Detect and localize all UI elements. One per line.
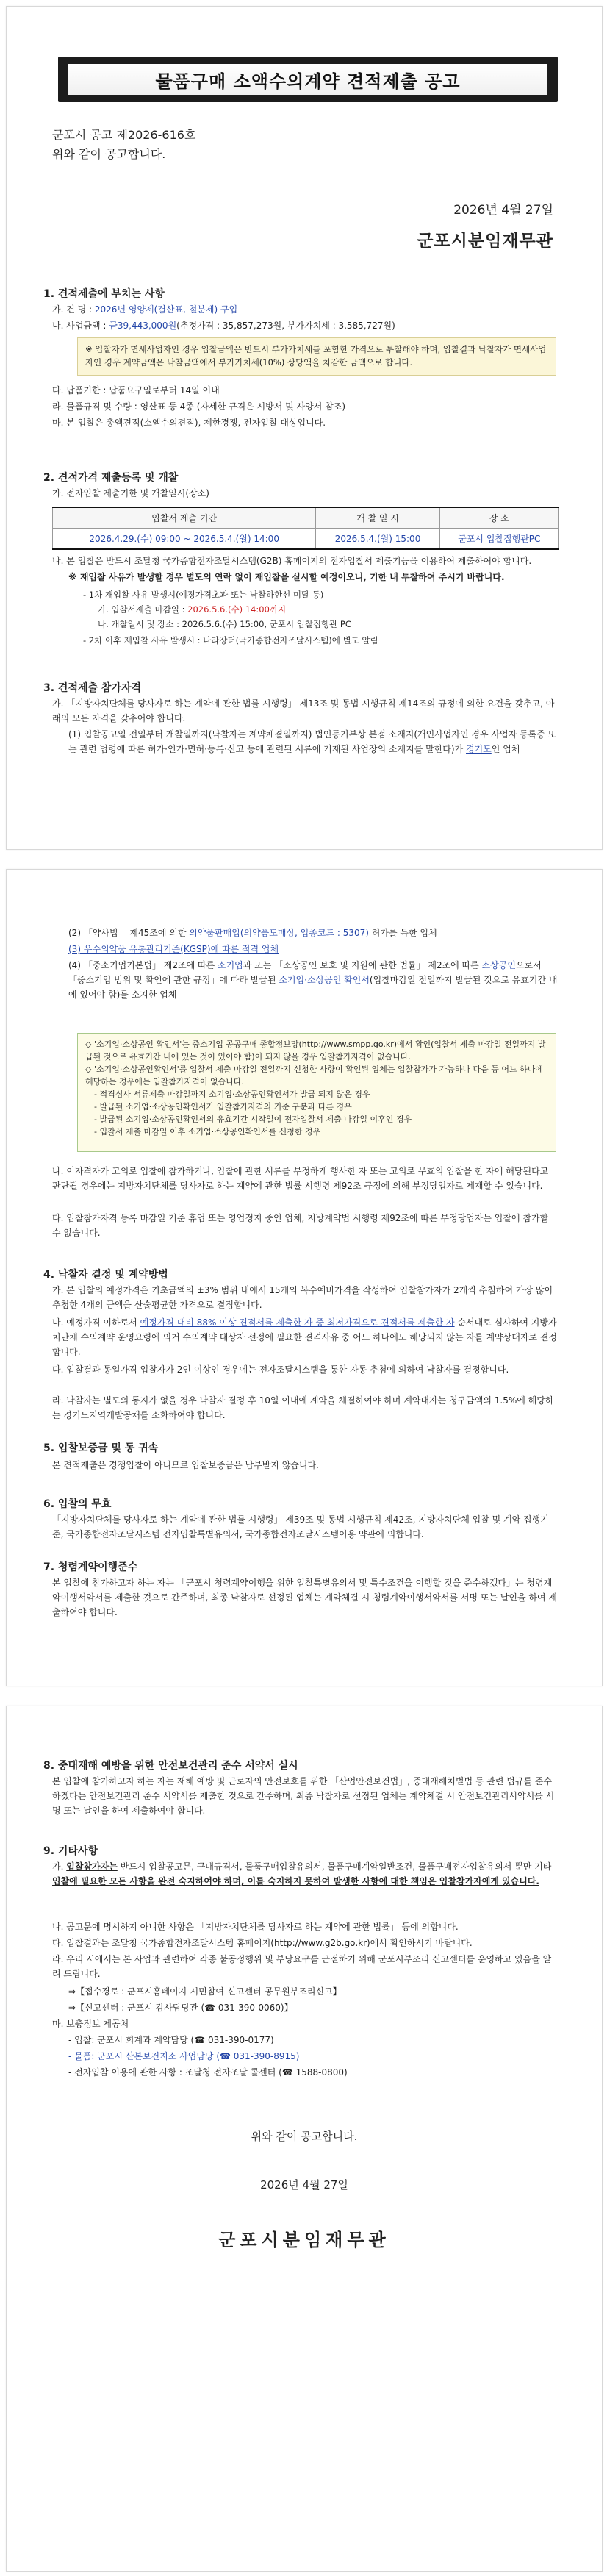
notice-intro: 위와 같이 공고합니다. [52, 147, 166, 161]
green-line-3: - 적격심사 서류제출 마감일까지 소기업·소상공인확인서가 발급 되지 않은 경우 [94, 1090, 370, 1099]
s4-item-da: 다. 입찰결과 동일가격 입찰자가 2인 이상인 경우에는 전자조달시스템을 통한 자동 추첨에 의하여 낙찰자를 결정합니다. [52, 1364, 509, 1375]
t2: 예정가격 대비 88% 이상 견적서를 제출한 자 중 최저가격으로 견적서를 제출한 자 [140, 1317, 455, 1328]
s9-item-da: 다. 입찰결과는 조달청 국가종합전자조달시스템 홈페이지(http://www.g2b.go.kr)에서 확인하시기 바랍니다. [52, 1938, 473, 1948]
s3-item-3[interactable]: (3) 우수의약품 유통관리기준(KGSP)에 따른 적격 업체 [68, 944, 279, 954]
cell-submit-period: 2026.4.29.(수) 09:00 ~ 2026.5.4.(월) 14:00 [53, 529, 316, 550]
s7-text: 본 입찰에 참가하고자 하는 자는 「군포시 청렴계약이행을 위한 입찰특별유의서 및 특수조건을 이행할 것을 준수하겠다」는 청렴계약이행서약서를 제출한 것으로 간주하며, 최종 낙찰자로 선정된 업체는 계약체결 시 청렴계약이행서약서를 서명 또는 날인을 하여 제출하여야 합니다. [52, 1578, 558, 1617]
cell-place: 군포시 입찰집행관PC [439, 529, 558, 550]
col-opening: 개 찰 일 시 [316, 507, 439, 529]
section-7-title: 7. 청렴계약이행준수 [43, 1561, 138, 1573]
s3-item-4 [68, 958, 559, 1002]
s1-spec: 라. 물품규격 및 수량 : 영산표 등 4종 (자세한 규격은 시방서 및 사양서 참조) [52, 401, 346, 412]
t1: (4) 「중소기업기본법」 제2조에 따른 [68, 960, 218, 970]
label: 가. 입찰서제출 마감일 : [98, 604, 188, 615]
text: (1) 입찰공고일 전일부터 개찰일까지(낙찰자는 계약체결일까지) 법인등기부상 본점 소재지(개인사업자인 경우 사업자 등록증 또는 관련 법령에 따른 허가·인가·면허·등록·신고 등에 관련된 서류에 기재된 사업장의 소재지를 말한다)가 [68, 729, 557, 754]
t6: 소기업·소상공인 확인서 [279, 975, 370, 985]
closing-statement: 위와 같이 공고합니다. [251, 2130, 358, 2143]
s2-item-ga: 가. 전자입찰 제출기한 및 개찰일시(장소) [52, 488, 209, 498]
region-link[interactable]: 경기도 [466, 744, 492, 754]
s6-text: 「지방자치단체를 당사자로 하는 계약에 관한 법률 시행령」 제39조 및 동법 시행규칙 제42조, 지방자치단체 입찰 및 계약 집행기준, 국가종합전자조달시스템 전자입찰특별유의서, 국가종합전자조달시스템이용 약관에 의합니다. [52, 1514, 549, 1539]
license-link[interactable]: 의약품판매업(의약품도매상, 업종코드 : 5307) [189, 928, 369, 938]
table-header-row [53, 507, 559, 529]
amount-detail: (추정가격 : 35,857,273원, 부가가치세 : 3,585,727원) [176, 321, 395, 331]
s5-text: 본 견적제출은 경쟁입찰이 아니므로 입찰보증금은 납부받지 않습니다. [52, 1460, 319, 1470]
label: 가. 건 명 : [52, 304, 95, 315]
issuing-org: 군포시분임재무관 [417, 232, 553, 251]
t4: 입찰에 필요한 모든 사항을 완전 숙지하여야 하며, 이를 숙지하지 못하여 발생한 사항에 대한 책임은 입찰참가자에게 있습니다. [52, 1876, 539, 1886]
rebid-sub1: - 1차 재입찰 사유 발생시(예정가격초과 또는 낙찰하한선 미달 등) [83, 590, 324, 600]
title-banner [58, 57, 558, 102]
green-line-4: - 발급된 소기업·소상공인확인서가 입찰참가자격의 기준 구분과 다른 경우 [94, 1102, 352, 1112]
section-6-title: 6. 입찰의 무효 [43, 1498, 112, 1510]
closing-date: 2026년 4월 27일 [260, 2178, 348, 2192]
page-1 [6, 6, 603, 850]
s3-item-2 [68, 926, 559, 940]
s9-item-ma: 마. 보충정보 제공처 [52, 2019, 129, 2029]
text-end: 허가를 득한 업체 [368, 928, 437, 938]
green-line-6: - 입찰서 제출 마감일 이후 소기업·소상공인확인서를 신청한 경우 [94, 1127, 321, 1137]
s4-item-na [52, 1315, 559, 1359]
section-8-title: 8. 중대재해 예방을 위한 안전보건관리 준수 서약서 실시 [43, 1760, 298, 1772]
col-place: 장 소 [439, 507, 558, 529]
section-3-title: 3. 견적제출 참가자격 [43, 682, 141, 694]
rebid-deadline [98, 602, 559, 617]
s9-item-na: 나. 공고문에 명시하지 아니한 사항은 「지방자치단체를 당사자로 하는 계약에 관한 법률」 등에 의합니다. [52, 1922, 459, 1932]
text-end: 인 업체 [491, 744, 520, 754]
rebid-opening: 나. 개찰일시 및 장소 : 2026.5.6.(수) 15:00, 군포시 입찰집행관 PC [98, 619, 351, 629]
rebid-note: ※ 재입찰 사유가 발생할 경우 별도의 연락 없이 재입찰을 실시할 예정이오니, 기한 내 투찰하여 주시기 바랍니다. [68, 572, 505, 582]
s2-item-na: 나. 본 입찰은 반드시 조달청 국가종합전자조달시스템(G2B) 홈페이지의 전자입찰서 제출기능을 이용하여 제출하여야 합니다. [52, 556, 532, 566]
col-submit-period: 입찰서 제출 기간 [53, 507, 316, 529]
t1: 나. 예정가격 이하로서 [52, 1317, 140, 1328]
report-route: ⇒【접수경로 : 군포시홈페이지-시민참여-신고센터-공무원부조리신고】 [68, 1986, 342, 1997]
s1-bid-type: 마. 본 입찰은 총액견적(소액수의견적), 제한경쟁, 전자입찰 대상입니다. [52, 418, 326, 428]
page-2 [6, 869, 603, 1686]
green-line-1: ◇ '소기업·소상공인 확인서'는 중소기업 공공구매 종합정보망(http://www.smpp.go.kr)에서 확인(입찰서 제출 마감일 전일까지 발급된 것으로 유효기간 내에 있는 것이 있어야 함)이 되지 않을 경우 입찰참가자격이 없습니다. [85, 1040, 546, 1062]
contact-goods: - 물품: 군포시 산본보건지소 사업담당 (☎ 031-390-8915) [68, 2051, 300, 2061]
project-name: 2026년 영양제(결산표, 철분제) 구입 [94, 304, 238, 315]
s3-item-1 [68, 727, 559, 756]
t3: 순서대로 심사하여 지방자치단체 수의계약 운영요령에 의거 수의계약 대상자 선정에 필요한 결격사유 중 어느 하나에도 해당되지 않는 자를 계약상대자로 결정합니다. [52, 1317, 558, 1357]
s8-text: 본 입찰에 참가하고자 하는 자는 재해 예방 및 근로자의 안전보호를 위한 「산업안전보건법」, 중대재해처벌법 등 관련 법규를 준수하겠다는 안전보건관리 준수 서약서를 제출한 것으로 간주하며, 최종 낙찰자로 선정된 업체는 계약체결 시 안전보건관리서약서를 서명 또는 날인을 하여 제출하여야 합니다. [52, 1776, 555, 1816]
vat-notice-text: ※ 입찰자가 면세사업자인 경우 입찰금액은 반드시 부가가치세를 포함한 가격으로 투찰해야 하며, 입찰결과 낙찰자가 면세사업자인 경우 계약금액은 낙찰금액에서 부가가치세(10%) 상당액을 차감한 금액으로 합니다. [85, 344, 547, 368]
t2: 입찰참가자는 [66, 1861, 118, 1872]
s1-item-amount [52, 318, 559, 333]
t3: 반드시 입찰공고문, 구매규격서, 물품구매입찰유의서, 물품구매계약일반조건, 물품구매전자입찰유의서 뿐만 기타 [117, 1861, 552, 1872]
rebid-deadline-value: 2026.5.6.(수) 14:00까지 [187, 604, 287, 615]
s9-item-ra: 라. 우리 시에서는 본 사업과 관련하여 각종 불공정행위 및 부당요구를 근절하기 위해 군포시부조리 신고센터를 운영하고 있음을 알려 드립니다. [52, 1954, 552, 1979]
s3-item-ga: 가. 「지방자치단체를 당사자로 하는 계약에 관한 법률 시행령」 제13조 및 동법 시행규칙 제14조의 규정에 의한 요건을 갖추고, 아래의 모든 자격을 갖추어야 합니다. [52, 698, 555, 723]
contact-ebid: - 전자입찰 이용에 관한 사항 : 조달청 전자조달 콜센터 (☎ 1588-0800) [68, 2067, 348, 2078]
t2: 소기업 [218, 960, 243, 970]
t3: 과 또는 「소상공인 보호 및 지원에 관한 법률」 제2조에 따른 [243, 960, 482, 970]
contact-bid: - 입찰: 군포시 회계과 계약담당 (☎ 031-390-0177) [68, 2035, 274, 2045]
t7: (입찰마감일 전일까지 발급된 것으로 유효기간 내에 있어야 함)를 소지한 업체 [68, 975, 558, 1000]
text: (2) 「약사법」 제45조에 의한 [68, 928, 190, 938]
s9-item-ga [52, 1859, 559, 1889]
label: 나. 사업금액 : [52, 321, 109, 331]
s3-item-da: 다. 입찰참가자격 등록 마감일 기준 휴업 또는 영업정지 중인 업체, 지방계약법 시행령 제92조에 따른 부정당업자는 입찰에 참가할 수 없습니다. [52, 1213, 549, 1238]
project-amount: 금39,443,000원 [109, 321, 177, 331]
green-line-5: - 발급된 소기업·소상공인확인서의 유효기간 시작일이 전자입찰서 제출 마감일 이후인 경우 [94, 1115, 412, 1124]
s1-delivery: 다. 납품기한 : 납품요구일로부터 14일 이내 [52, 385, 220, 396]
rebid-sub2: - 2차 이후 재입찰 사유 발생시 : 나라장터(국가종합전자조달시스템)에 별도 알림 [83, 635, 378, 645]
schedule-table [52, 507, 559, 550]
t1: 가. [52, 1861, 67, 1872]
notice-date: 2026년 4월 27일 [453, 203, 553, 218]
page-3 [6, 1706, 603, 2572]
section-1-title: 1. 견적제출에 부치는 사항 [43, 288, 165, 300]
report-center: ⇒【신고센터 : 군포시 감사담당관 (☎ 031-390-0060)】 [68, 2003, 293, 2013]
section-9-title: 9. 기타사항 [43, 1845, 98, 1857]
s4-item-ga: 가. 본 입찰의 예정가격은 기초금액의 ±3% 범위 내에서 15개의 복수예비가격을 작성하여 입찰참가자가 2개씩 추첨하여 가장 많이 추첨한 4개의 금액을 산술평균한 가격으로 결정합니다. [52, 1285, 553, 1310]
closing-org: 군포시분임재무관 [218, 2230, 390, 2250]
s4-item-ra: 라. 낙찰자는 별도의 통지가 없을 경우 낙찰자 결정 후 10일 이내에 계약을 체결하여야 하며 계약대자는 청구금액의 1.5%에 해당하는 경기도지역개발공채를 소화하여야 합니다. [52, 1395, 554, 1420]
table-row [53, 529, 559, 550]
notice-number: 군포시 공고 제2026-616호 [52, 128, 196, 142]
certificate-notice-box [77, 1033, 556, 1152]
s3-item-na: 나. 이자격자가 고의로 입찰에 참가하거나, 입찰에 관한 서류를 부정하게 행사한 자 또는 고의로 무효의 입찰을 한 자에 해당된다고 판단될 경우에는 지방자치단체를 당사자로 하는 계약에 관한 법률 시행령 제92조 규정에 의해 부정당업자로 제재할 수 있습니다. [52, 1166, 549, 1191]
t5: 으로서 「중소기업 범위 및 확인에 관한 규정」에 따라 발급된 [68, 960, 542, 985]
section-4-title: 4. 낙찰자 결정 및 계약방법 [43, 1269, 168, 1281]
page-title: 물품구매 소액수의계약 견적제출 공고 [68, 64, 547, 95]
vat-notice-box [77, 337, 556, 376]
section-5-title: 5. 입찰보증금 및 동 귀속 [43, 1442, 159, 1454]
s1-item-name [52, 302, 559, 317]
t4: 소상공인 [481, 960, 516, 970]
cell-opening: 2026.5.4.(월) 15:00 [316, 529, 439, 550]
green-line-2: ◇ '소기업·소상공인확인서'를 입찰서 제출 마감일 전일까지 신청한 사항이 확인된 업체는 입찰참가가 가능하나 다음 등 어느 하나에 해당하는 경우에는 입찰참가자격이 없습니다. [85, 1065, 544, 1087]
section-2-title: 2. 견적가격 제출등록 및 개찰 [43, 472, 179, 484]
